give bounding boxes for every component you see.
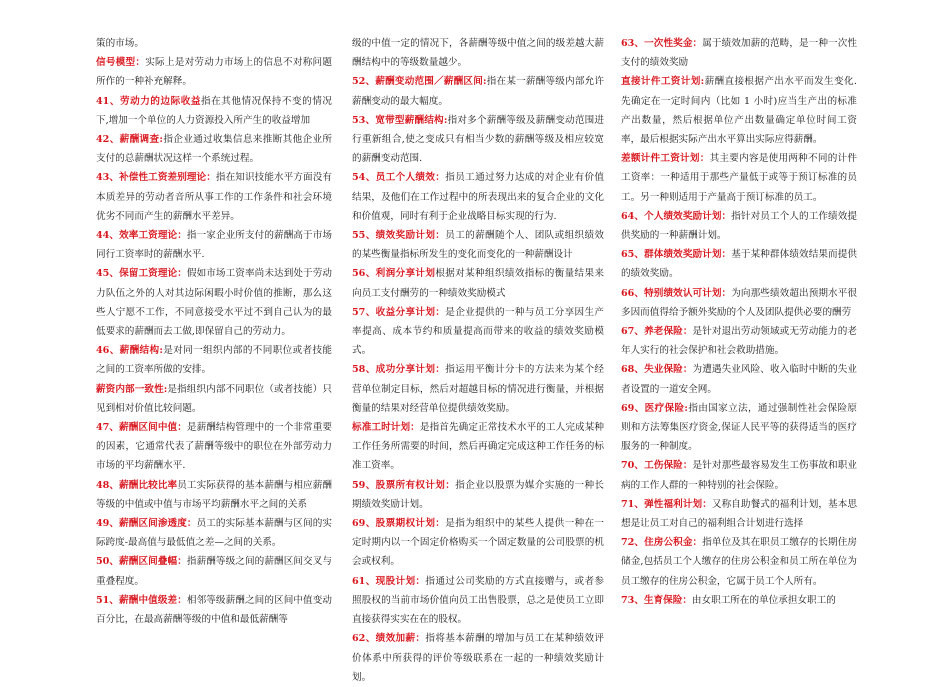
entry-term: 46、薪酬结构: xyxy=(96,345,163,357)
entry-definition: 实际上是对劳动力市场上的信息不对称问题所作的一种补充解释。 xyxy=(96,57,332,88)
entry-term: 55、绩效奖励计划： xyxy=(352,230,446,242)
entry-term: 69、股票期权计划： xyxy=(352,518,446,530)
entry-definition: 为遭遇失业风险、收入临时中断的失业者设置的一道安全网。 xyxy=(621,364,858,395)
glossary-entry xyxy=(621,360,857,398)
entry-term: 62、绩效加薪： xyxy=(352,633,426,645)
glossary-entry xyxy=(96,418,332,476)
entry-term: 71、弹性福利计划： xyxy=(621,498,712,510)
glossary-entry xyxy=(352,629,604,687)
entry-term: 56、利润分享计划 xyxy=(352,268,436,280)
glossary-entry xyxy=(621,591,857,610)
glossary-entry xyxy=(352,572,604,630)
glossary-entry xyxy=(621,72,857,149)
entry-term: 44、效率工资理论： xyxy=(96,230,187,242)
column-right xyxy=(621,34,857,610)
entry-term: 58、成功分享计划： xyxy=(352,364,446,376)
entry-term: 50、薪酬区间叠幅： xyxy=(96,556,187,568)
entry-term: 42、薪酬调查: xyxy=(96,134,163,146)
glossary-entry xyxy=(352,418,604,476)
entry-definition: 又称自助餐式的福利计划，基本思想是让员工对自己的福利组合计划进行选择 xyxy=(621,498,858,530)
entry-term: 67、养老保险： xyxy=(621,326,693,338)
glossary-entry xyxy=(96,130,332,168)
glossary-entry xyxy=(352,264,604,302)
glossary-entry xyxy=(96,476,332,514)
glossary-entry xyxy=(96,53,332,91)
entry-term: 51、薪酬中值级差： xyxy=(96,594,187,606)
entry-term: 61、现股计划： xyxy=(352,575,426,587)
entry-definition: 指在其他情况保持不变的情况下,增加一个单位的人力资源投入所产生的收益增加 xyxy=(96,95,333,126)
glossary-entry xyxy=(96,226,332,264)
glossary-entry xyxy=(621,399,857,457)
entry-definition: 指针对员工个人的工作绩效提供奖励的一种薪酬计划。 xyxy=(621,210,858,242)
entry-definition: 指企业通过收集信息来推断其他企业所支付的总薪酬状况这样一个系统过程。 xyxy=(96,134,332,165)
entry-definition: 属于绩效加薪的范畴，是一种一次性支付的绩效奖励 xyxy=(621,38,857,69)
entry-term: 65、群体绩效奖励计划： xyxy=(621,249,732,261)
entry-term: 63、一次性奖金： xyxy=(621,38,703,49)
entry-term: 信号模型： xyxy=(96,57,146,69)
glossary-entry xyxy=(621,456,857,494)
entry-term: 48、薪酬比较比率 xyxy=(96,479,178,491)
entry-term: 70、工伤保险： xyxy=(621,460,693,472)
entry-definition: 是针对那些最容易发生工伤事故和职业病的工作人群的一种特别的社会保险。 xyxy=(621,460,858,491)
entry-definition: 指对多个薪酬等级及薪酬变动范围进行重新组合,使之变成只有相当少数的薪酬等级及相应较宽的薪酬变动范围. xyxy=(352,114,604,165)
entry-definition: 是指为组织中的某些人提供一种在一定时期内以一个固定价格购买一个固定数量的公司股票的机会或权利。 xyxy=(352,518,604,568)
entry-term: 差额计件工资计划： xyxy=(621,153,710,165)
glossary-entry xyxy=(96,552,332,590)
entry-definition: 级的中值一定的情况下，各薪酬等级中值之间的级差越大薪酬结构中的等级数量越少。 xyxy=(352,38,604,69)
entry-term: 52、薪酬变动范围／薪酬区间: xyxy=(352,76,487,88)
entry-term: 73、生育保险： xyxy=(621,594,692,606)
entry-definition: 指由国家立法，通过强制性社会保险原则和方法筹集医疗资金,保证人民平等的获得适当的医疗服务的一种制度。 xyxy=(621,402,857,453)
column-left xyxy=(96,34,332,629)
glossary-entry xyxy=(352,111,604,169)
entry-definition: 指在知识技能水平方面没有本质差异的劳动者音所从事工作的工作条件和社会环境优劣不同而产生的薪酬水平差异。 xyxy=(96,172,332,222)
glossary-entry xyxy=(352,514,604,572)
entry-term: 64、个人绩效奖励计划： xyxy=(621,210,732,222)
entry-definition: 是针对退出劳动领域或无劳动能力的老年人实行的社会保护和社会救助措施。 xyxy=(621,326,858,357)
entry-term: 57、收益分享计划： xyxy=(352,306,446,318)
entry-definition: 由女职工所在的单位承担女职工的 xyxy=(691,594,836,606)
glossary-entry xyxy=(96,264,332,341)
glossary-entry xyxy=(352,226,604,264)
entry-term: 47、薪酬区间中值： xyxy=(96,422,187,434)
glossary-entry xyxy=(96,380,332,418)
entry-term: 54、员工个人绩效： xyxy=(352,172,446,184)
glossary-entry xyxy=(352,168,604,226)
entry-definition: 根据对某种组织绩效指标的衡量结果来向员工支付酬劳的一种绩效奖励模式 xyxy=(352,268,604,299)
entry-term: 43、补偿性工资差别理论： xyxy=(96,172,216,184)
glossary-entry xyxy=(96,168,332,226)
entry-definition: 假如市场工资率尚未达到处于劳动力队伍之外的人对其边际闲暇小时价值的推断，那么这些人宁愿不工作，不同意接受水平过不到自己认为的最低要求的薪酬而去工做,即保留自己的劳动力。 xyxy=(96,268,333,338)
entry-definition: 是指组织内部不同职位（或者技能）只见到相对价值比较问题。 xyxy=(96,383,332,414)
glossary-entry xyxy=(96,591,332,629)
glossary-entry xyxy=(621,34,857,72)
entry-term: 66、特别绩效认可计划： xyxy=(621,287,732,299)
column-middle xyxy=(352,34,604,687)
entry-definition: 指薪酬等级之间的薪酬区间交叉与重叠程度。 xyxy=(96,556,333,587)
entry-term: 薪资内部一致性: xyxy=(96,383,168,395)
glossary-entry xyxy=(96,514,332,552)
entry-definition: 指企业以股票为媒介实施的一种长期绩效奖励计划。 xyxy=(352,479,605,510)
entry-term: 72、住房公积金： xyxy=(621,537,703,549)
entry-definition: 薪酬直接根据产出水平而发生变化.先确定在一定时间内（比如 1 小时)应当生产出的标准产出数量，然后根据单位产出数量确定单位时间工资率，最后根据实际产出水平算出实际应得薪酬。 xyxy=(621,76,857,146)
glossary-entry xyxy=(621,495,857,533)
entry-definition: 员工实际获得的基本薪酬与相应薪酬等级的中值或中值与市场平均薪酬水平之间的关系 xyxy=(96,479,332,510)
entry-definition: 员工的薪酬随个人、团队或组织绩效的某些衡量指标所发生的变化而变化的一种薪酬设计 xyxy=(352,230,604,261)
entry-definition: 指运用平衡计分卡的方法来为某个经营单位制定目标，然后对超越目标的情况进行衡量，并根据衡量的结果对经营单位提供绩效奖励。 xyxy=(352,364,604,414)
entry-definition: 是企业提供的一种与员工分享因生产率提高、成本节约和质量提高而带来的收益的绩效奖励模式。 xyxy=(352,306,604,357)
entry-definition: 为向那些绩效超出预期水平很多因而值得给予额外奖励的个人及团队提供必要的酬劳 xyxy=(621,287,858,318)
glossary-entry xyxy=(352,360,604,418)
glossary-entry xyxy=(352,476,604,514)
glossary-entry xyxy=(96,92,332,130)
entry-definition: 是薪酬结构管理中的一个非常重要的因素，它通常代表了薪酬等级中的职位在外部劳动力市场的平均薪酬水平. xyxy=(96,422,333,472)
glossary-entry xyxy=(621,533,857,591)
entry-definition: 其主要内容是使用两种不同的计件工资率：一种适用于那些产量低于或等于预订标准的员工。另一种则适用于产量高于预订标准的员工。 xyxy=(621,153,857,203)
glossary-entry xyxy=(352,72,604,110)
glossary-entry xyxy=(621,284,857,322)
entry-term: 41、劳动力的边际收益 xyxy=(96,95,201,107)
glossary-entry xyxy=(621,149,857,207)
entry-definition: 策的市场。 xyxy=(96,38,144,49)
entry-definition: 是指首先确定正常技术水平的工人完成某种工作任务所需要的时间，然后再确定完成这种工作任务的标准工资率。 xyxy=(352,422,605,472)
entry-definition: 指在某一薪酬等级内部允许薪酬变动的最大幅度。 xyxy=(352,76,604,107)
entry-definition: 员工的实际基本薪酬与区间的实际跨度-最高值与最低值之差—之间的关系。 xyxy=(96,518,332,549)
glossary-entry xyxy=(621,322,857,360)
entry-term: 53、宽带型薪酬结构: xyxy=(352,114,448,126)
entry-definition: 指员工通过努力达成的对企业有价值结果，及他们在工作过程中的所表现出来的复合企业的文化和价值观，同时有利于企业战略目标实现的行为. xyxy=(352,172,604,222)
glossary-entry xyxy=(621,245,857,283)
entry-term: 直接计件工资计划: xyxy=(621,76,705,88)
entry-term: 49、薪酬区间渗透度： xyxy=(96,518,197,530)
entry-term: 标准工时计划： xyxy=(352,422,420,434)
glossary-entry xyxy=(96,34,332,53)
glossary-entry xyxy=(621,207,857,245)
entry-definition: 基于某种群体绩效结果而提供的绩效奖励。 xyxy=(621,249,858,280)
glossary-entry xyxy=(352,303,604,361)
entry-term: 69、医疗保险: xyxy=(621,402,688,414)
entry-definition: 指一家企业所支付的薪酬高于市场同行工资率时的薪酬水平. xyxy=(96,230,333,261)
entry-term: 45、保留工资理论： xyxy=(96,268,187,280)
entry-term: 59、股票所有权计划： xyxy=(352,479,456,491)
entry-definition: 是对同一组织内部的不同职位或者技能之间的工资率所做的安排。 xyxy=(96,345,332,376)
entry-definition: 指通过公司奖励的方式直接赠与，或者参照股权的当前市场价值向员工出售股票，总之是使员工立即直接获得实实在在的股权。 xyxy=(352,575,605,626)
entry-definition: 相邻等级薪酬之间的区间中值变动百分比，在最高薪酬等级的中值和最低薪酬等 xyxy=(96,594,333,626)
entry-definition: 指将基本薪酬的增加与员工在某种绩效评价体系中所获得的评价等级联系在一起的一种绩效奖励计划。 xyxy=(352,633,605,683)
glossary-entry xyxy=(96,341,332,379)
entry-term: 68、失业保险： xyxy=(621,364,693,376)
entry-definition: 指单位及其在职员工缴存的长期住房储金,包括员工个人缴存的住房公积金和员工所在单位为员工缴存的住房公积金，它属于员工个人所有。 xyxy=(621,537,857,587)
glossary-entry xyxy=(352,34,604,72)
